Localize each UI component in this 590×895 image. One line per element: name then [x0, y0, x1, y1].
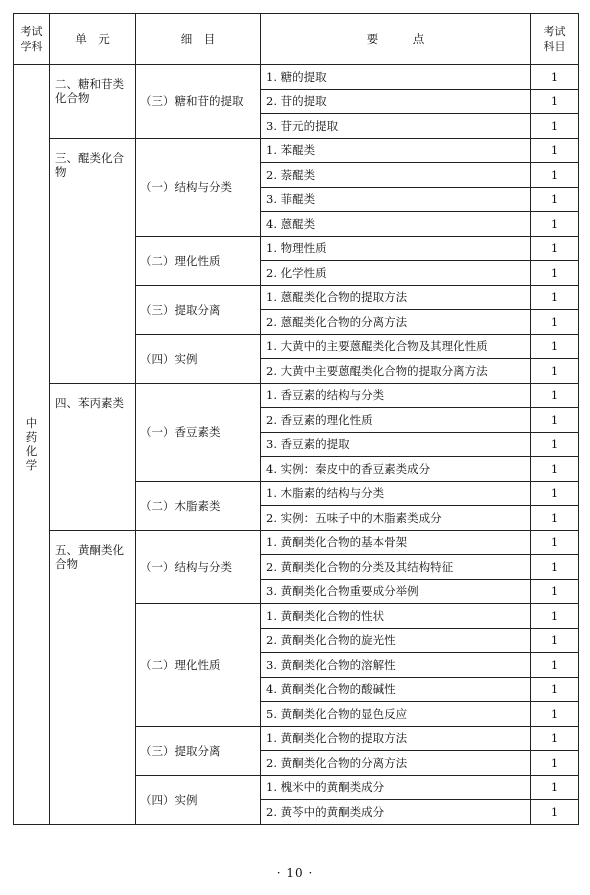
count-cell: 1	[531, 187, 579, 212]
item-cell: （一）结构与分类	[136, 530, 261, 604]
point-cell: 2. 黄酮类化合物的分离方法	[261, 751, 531, 776]
header-subject: 考试 学科	[14, 14, 50, 65]
unit-cell: 二、糖和苷类化合物	[50, 65, 136, 139]
point-cell: 2. 大黄中主要蒽醌类化合物的提取分离方法	[261, 359, 531, 384]
syllabus-sheet	[13, 13, 579, 825]
point-cell: 2. 萘醌类	[261, 163, 531, 188]
count-cell: 1	[531, 628, 579, 653]
item-cell: （一）结构与分类	[136, 138, 261, 236]
point-cell: 3. 黄酮类化合物重要成分举例	[261, 579, 531, 604]
item-cell: （二）木脂素类	[136, 481, 261, 530]
count-cell: 1	[531, 653, 579, 678]
table-row	[14, 383, 579, 408]
point-cell: 1. 黄酮类化合物的提取方法	[261, 726, 531, 751]
count-cell: 1	[531, 506, 579, 531]
point-cell: 2. 苷的提取	[261, 89, 531, 114]
point-cell: 2. 蒽醌类化合物的分离方法	[261, 310, 531, 335]
point-cell: 1. 大黄中的主要蒽醌类化合物及其理化性质	[261, 334, 531, 359]
count-cell: 1	[531, 212, 579, 237]
table-row	[14, 530, 579, 555]
count-cell: 1	[531, 334, 579, 359]
point-cell: 2. 黄酮类化合物的分类及其结构特征	[261, 555, 531, 580]
point-cell: 1. 糖的提取	[261, 65, 531, 90]
count-cell: 1	[531, 383, 579, 408]
table-row	[14, 65, 579, 90]
item-cell: （三）提取分离	[136, 285, 261, 334]
point-cell: 2. 黄芩中的黄酮类成分	[261, 800, 531, 825]
count-cell: 1	[531, 751, 579, 776]
count-cell: 1	[531, 432, 579, 457]
point-cell: 1. 蒽醌类化合物的提取方法	[261, 285, 531, 310]
count-cell: 1	[531, 114, 579, 139]
count-cell: 1	[531, 530, 579, 555]
point-cell: 1. 木脂素的结构与分类	[261, 481, 531, 506]
count-cell: 1	[531, 310, 579, 335]
header-count: 考试 科目	[531, 14, 579, 65]
item-cell: （三）提取分离	[136, 726, 261, 775]
syllabus-table-body	[14, 14, 579, 825]
unit-cell: 五、黄酮类化合物	[50, 530, 136, 824]
count-cell: 1	[531, 285, 579, 310]
count-cell: 1	[531, 261, 579, 286]
count-cell: 1	[531, 604, 579, 629]
point-cell: 1. 黄酮类化合物的性状	[261, 604, 531, 629]
count-cell: 1	[531, 163, 579, 188]
count-cell: 1	[531, 457, 579, 482]
count-cell: 1	[531, 408, 579, 433]
point-cell: 3. 香豆素的提取	[261, 432, 531, 457]
header-row	[14, 14, 579, 65]
count-cell: 1	[531, 579, 579, 604]
count-cell: 1	[531, 800, 579, 825]
count-cell: 1	[531, 359, 579, 384]
point-cell: 3. 菲醌类	[261, 187, 531, 212]
item-cell: （二）理化性质	[136, 604, 261, 727]
item-cell: （三）糖和苷的提取	[136, 65, 261, 139]
header-item: 细 目	[136, 14, 261, 65]
point-cell: 1. 物理性质	[261, 236, 531, 261]
table-row	[14, 138, 579, 163]
count-cell: 1	[531, 555, 579, 580]
point-cell: 5. 黄酮类化合物的显色反应	[261, 702, 531, 727]
point-cell: 4. 蒽醌类	[261, 212, 531, 237]
point-cell: 2. 化学性质	[261, 261, 531, 286]
point-cell: 3. 苷元的提取	[261, 114, 531, 139]
subject-cell	[14, 65, 50, 825]
count-cell: 1	[531, 89, 579, 114]
count-cell: 1	[531, 726, 579, 751]
point-cell: 2. 香豆素的理化性质	[261, 408, 531, 433]
unit-cell: 三、醌类化合物	[50, 138, 136, 383]
subject-label: 中药化学	[25, 416, 38, 473]
header-point: 要 点	[261, 14, 531, 65]
count-cell: 1	[531, 65, 579, 90]
count-cell: 1	[531, 138, 579, 163]
count-cell: 1	[531, 702, 579, 727]
count-cell: 1	[531, 775, 579, 800]
item-cell: （四）实例	[136, 775, 261, 824]
point-cell: 4. 黄酮类化合物的酸碱性	[261, 677, 531, 702]
item-cell: （四）实例	[136, 334, 261, 383]
count-cell: 1	[531, 481, 579, 506]
point-cell: 1. 黄酮类化合物的基本骨架	[261, 530, 531, 555]
point-cell: 3. 黄酮类化合物的溶解性	[261, 653, 531, 678]
point-cell: 2. 实例：五味子中的木脂素类成分	[261, 506, 531, 531]
count-cell: 1	[531, 236, 579, 261]
point-cell: 1. 香豆素的结构与分类	[261, 383, 531, 408]
point-cell: 2. 黄酮类化合物的旋光性	[261, 628, 531, 653]
point-cell: 1. 苯醌类	[261, 138, 531, 163]
syllabus-table	[13, 13, 579, 825]
point-cell: 1. 槐米中的黄酮类成分	[261, 775, 531, 800]
item-cell: （一）香豆素类	[136, 383, 261, 481]
unit-cell: 四、苯丙素类	[50, 383, 136, 530]
item-cell: （二）理化性质	[136, 236, 261, 285]
count-cell: 1	[531, 677, 579, 702]
point-cell: 4. 实例：秦皮中的香豆素类成分	[261, 457, 531, 482]
header-unit: 单 元	[50, 14, 136, 65]
page-number: · 10 ·	[276, 866, 314, 880]
